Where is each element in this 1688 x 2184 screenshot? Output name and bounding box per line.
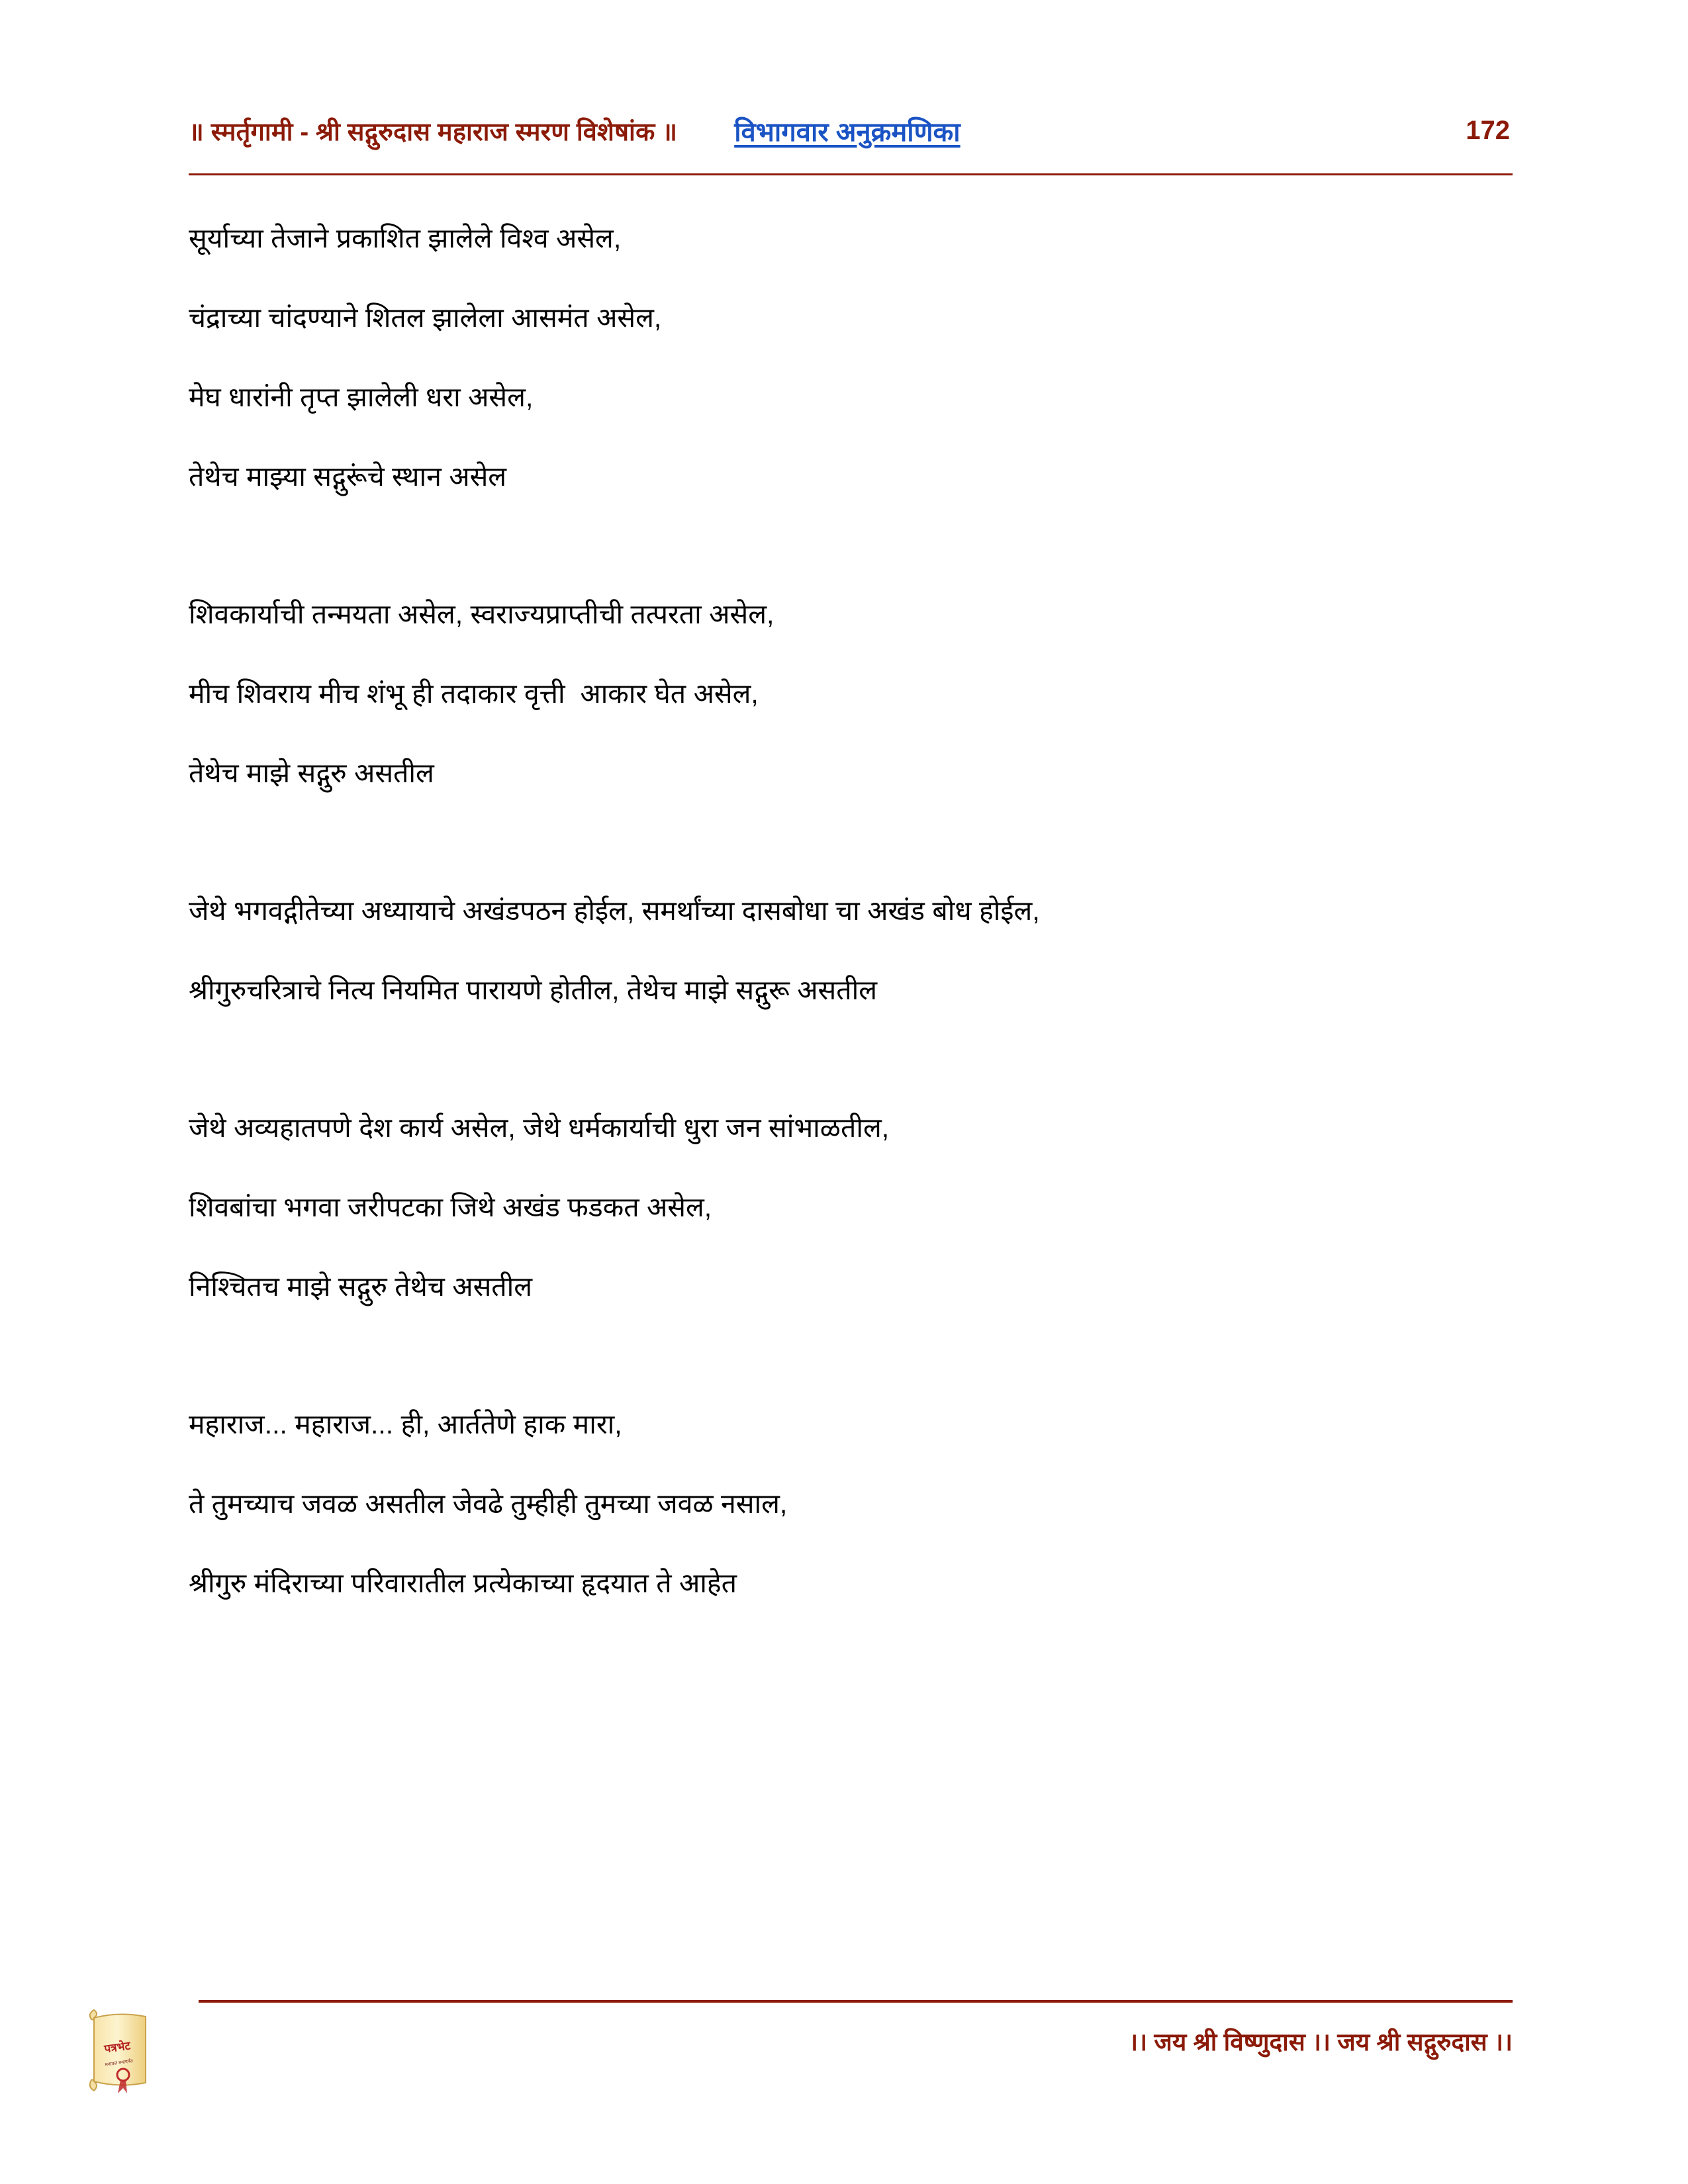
stanza <box>189 1088 1556 1326</box>
stanza <box>189 871 1556 1030</box>
stanza <box>189 574 1556 813</box>
poem-line: चंद्राच्या चांदण्याने शितल झालेला आसमंत असेल, <box>189 302 662 333</box>
footer-blessing: ।। जय श्री विष्णुदास ।। जय श्री सद्गुरुदास ।। <box>1129 2028 1513 2056</box>
poem-line: महाराज... महाराज... ही, आर्ततेणे हाक मारा, <box>189 1409 622 1439</box>
poem-line: जेथे अव्यहातपणे देश कार्य असेल, जेथे धर्मकार्याची धुरा जन सांभाळतील, <box>189 1113 890 1143</box>
poem-line: श्रीगुरुचरित्राचे नित्य नियमित पारायणे होतील, तेथेच माझे सद्गुरू असतील <box>189 975 878 1005</box>
svg-text:पत्रभेट: पत्रभेट <box>103 2039 132 2056</box>
header-title: ॥ स्मर्तृगामी - श्री सद्गुरुदास महाराज स्मरण विशेषांक ॥ <box>189 118 678 146</box>
stanza <box>189 1385 1556 1623</box>
poem-line: ते तुमच्याच जवळ असतील जेवढे तुम्हीही तुमच्या जवळ नसाल, <box>189 1488 788 1519</box>
header-divider <box>189 173 1513 175</box>
poem-line: जेथे भगवद्गीतेच्या अध्यायाचे अखंडपठन होईल, समर्थांच्या दासबोधा चा अखंड बोध होईल, <box>189 895 1040 926</box>
poem-line: मीच शिवराय मीच शंभू ही तदाकार वृत्ती आकार घेत असेल, <box>189 678 759 709</box>
poem-line: शिवबांचा भगवा जरीपटका जिथे अखंड फडकत असेल, <box>189 1192 712 1222</box>
svg-text:मनातलं मनापर्यंत: मनातलं मनापर्यंत <box>105 2059 134 2068</box>
poem-body <box>189 199 1556 1623</box>
footer-divider <box>199 2000 1513 2003</box>
poem-line: श्रीगुरु मंदिराच्या परिवारातील प्रत्येकाच्या हृदयात ते आहेत <box>189 1568 737 1598</box>
poem-line: मेघ धारांनी तृप्त झालेली धरा असेल, <box>189 382 534 412</box>
stanza <box>189 199 1556 516</box>
poem-line: तेथेच माझे सद्गुरु असतील <box>189 758 434 788</box>
poem-line: सूर्याच्या तेजाने प्रकाशित झालेले विश्व असेल, <box>189 223 622 253</box>
page-header <box>189 93 1513 169</box>
poem-line: निश्चितच माझे सद्गुरु तेथेच असतील <box>189 1271 533 1302</box>
page-number: 172 <box>1466 116 1510 145</box>
index-link[interactable]: विभागवार अनुक्रमणिका <box>734 118 961 147</box>
poem-line: शिवकार्याची तन्मयता असेल, स्वराज्यप्राप्तीची तत्परता असेल, <box>189 599 774 629</box>
poem-line: तेथेच माझ्या सद्गुरूंचे स्थान असेल <box>189 461 507 492</box>
